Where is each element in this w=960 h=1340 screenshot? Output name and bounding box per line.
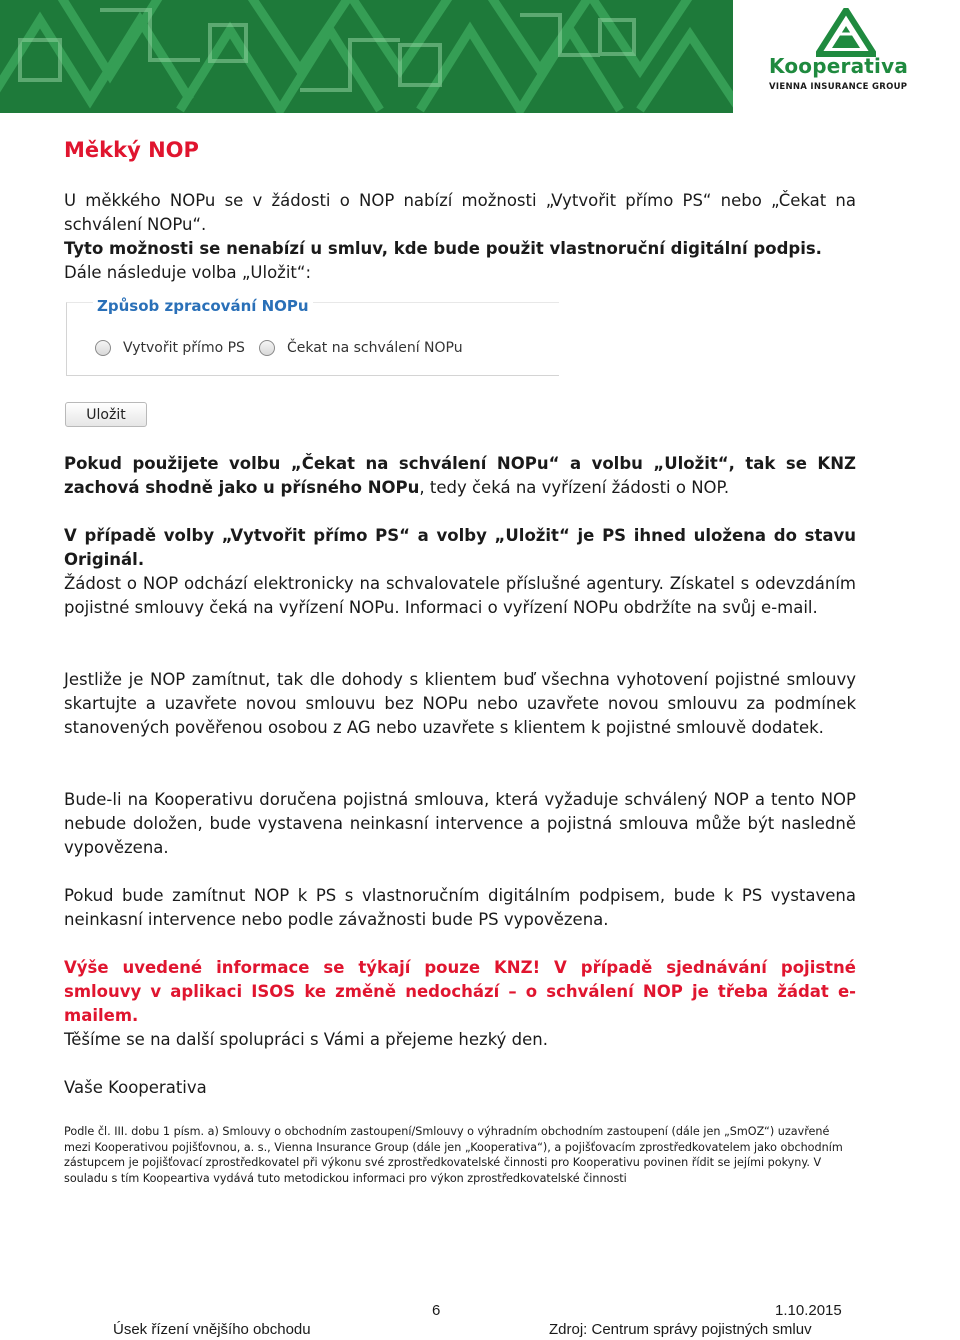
processing-method-panel: [66, 297, 559, 376]
save-button[interactable]: Uložit: [65, 402, 147, 427]
logo-area: [733, 0, 960, 113]
intro-text: U měkkého NOPu se v žádosti o NOP nabízí možnosti „Vytvořit přímo PS“ nebo „Čekat na schválení NOPu“.: [64, 191, 856, 234]
create-ps-label: Vytvořit přímo PS: [123, 340, 245, 356]
create-ps-rest: Žádost o NOP odchází elektronicky na schvalovatele příslušné agentury. Získatel s odevzdáním pojistné smlouvy čeká na vyřízení NOPu. Informaci o vyřízení NOPu obdržíte na svůj e-mail.: [64, 574, 856, 617]
closing-text: Těšíme se na další spolupráci s Vámi a přejeme hezký den.: [64, 1030, 548, 1049]
page-title: Měkký NOP: [64, 138, 199, 162]
kooperativa-logo-icon: [816, 8, 876, 58]
footer-department: Úsek řízení vnějšího obchodu: [113, 1321, 311, 1338]
radio-group: [95, 340, 477, 356]
create-ps-bold: V případě volby „Vytvořit přímo PS“ a volby „Uložit“ je PS ihned uložena do stavu Originál.: [64, 526, 856, 569]
rejected-section: [64, 668, 856, 740]
create-ps-section: [64, 524, 856, 620]
wait-approval-radio[interactable]: [259, 340, 275, 356]
intro-next: Dále následuje volba „Uložit“:: [64, 263, 312, 282]
footer-source: Zdroj: Centrum správy pojistných smluv: [549, 1321, 812, 1338]
closing-section: [64, 1028, 856, 1052]
logo-subtitle: VIENNA INSURANCE GROUP: [769, 82, 908, 92]
page-number: 6: [432, 1302, 441, 1319]
panel-legend: Způsob zpracování NOPu: [93, 297, 313, 315]
intro-note: Tyto možnosti se nenabízí u smluv, kde bude použit vlastnoruční digitální podpis.: [64, 239, 822, 258]
header-banner: [0, 0, 960, 113]
footnote: Podle čl. III. dobu 1 písm. a) Smlouvy o obchodním zastoupení/Smlouvy o výhradním obchodním zastoupení (dále jen „SmOZ“) uzavřené mezi Kooperativou pojišťovnou, a. s., Vienna Insurance Group (dále jen „Kooperativa“), a pojišťovacím zprostředkovatelem jako obchodním zástupcem je pojišťovací zprostředkovatel při výkonu své zprostředkovatelské činnosti pro Kooperativu povinen řídit se jejími pokyny. V souladu s tím Koopeartiva vydává tuto metodickou informaci pro výkon zprostředkovatelské činnosti: [64, 1125, 843, 1185]
warning-text: Výše uvedené informace se týkají pouze KNZ! V případě sjednávání pojistné smlouvy v aplikaci ISOS ke změně nedochází – o schválení NOP je třeba žádat e-mailem.: [64, 958, 856, 1025]
signature-section: [64, 1076, 856, 1100]
create-ps-radio[interactable]: [95, 340, 111, 356]
logo-name: Kooperativa: [769, 54, 909, 78]
digital-signature-section: [64, 884, 856, 932]
footer-date: 1.10.2015: [775, 1302, 842, 1319]
intro-section: [64, 189, 856, 285]
delivered-text: Bude-li na Kooperativu doručena pojistná smlouva, která vyžaduje schválený NOP a tento NOP nebude doložen, bude vystavena neinkasní intervence a pojistná smlouva může být nasledně vypovězena.: [64, 790, 856, 857]
decorative-pattern: [0, 0, 733, 113]
wait-approval-label: Čekat na schválení NOPu: [286, 340, 463, 356]
digital-signature-text: Pokud bude zamítnut NOP k PS s vlastnoručním digitálním podpisem, bude k PS vystavena neinkasní intervence nebo podle závažnosti bude PS vypovězena.: [64, 886, 856, 929]
warning-section: [64, 956, 856, 1028]
wait-approval-section: [64, 452, 856, 500]
signature-text: Vaše Kooperativa: [64, 1078, 207, 1097]
delivered-section: [64, 788, 856, 860]
rejected-text: Jestliže je NOP zamítnut, tak dle dohody s klientem buď všechna vyhotovení pojistné smlouvy skartujte a uzavřete novou smlouvu bez NOPu nebo uzavřete novou smlouvu za podmínek stanovených pověřenou osobou z AG nebo uzavřete s klientem k pojistné smlouvě dodatek.: [64, 670, 856, 737]
wait-approval-bold: Pokud použijete volbu „Čekat na schválení NOPu“ a volbu „Uložit“, tak se KNZ zachová shodně jako u přísného NOPu: [64, 454, 856, 497]
wait-approval-rest: , tedy čeká na vyřízení žádosti o NOP.: [419, 478, 730, 497]
